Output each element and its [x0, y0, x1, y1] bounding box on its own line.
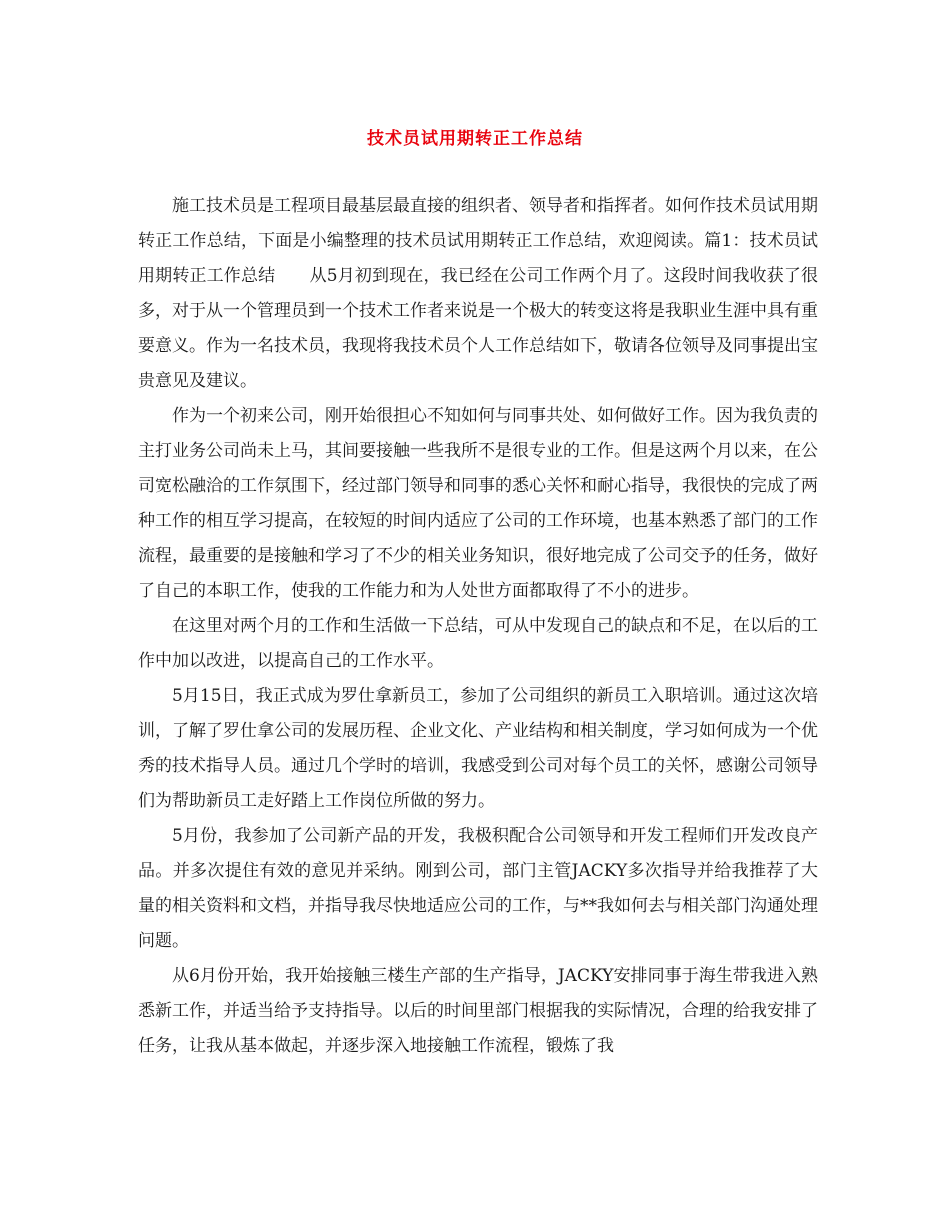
document-title: 技术员试用期转正工作总结: [367, 129, 583, 149]
paragraph: 施工技术员是工程项目最基层最直接的组织者、领导者和指挥者。如何作技术员试用期转正工作总结，下面是小编整理的技术员试用期转正工作总结，欢迎阅读。篇1：技术员试用期转正工作总结 从5月初到现在，我已经在公司工作两个月了。这段时间我收获了很多，对于从一个管理员到一个技术工作者来说是一个极大的转变这将是我职业生涯中具有重要意义。作为一名技术员，我现将我技术员个人工作总结如下，敬请各位领导及同事提出宝贵意见及建议。: [138, 196, 818, 391]
document-body: [138, 189, 818, 1064]
paragraph: 在这里对两个月的工作和生活做一下总结，可从中发现自己的缺点和不足，在以后的工作中加以改进，以提高自己的工作水平。: [138, 616, 818, 671]
paragraph: 作为一个初来公司，刚开始很担心不知如何与同事共处、如何做好工作。因为我负责的主打业务公司尚未上马，其间要接触一些我所不是很专业的工作。但是这两个月以来，在公司宽松融洽的工作氛围下，经过部门领导和同事的悉心关怀和耐心指导，我很快的完成了两种工作的相互学习提高，在较短的时间内适应了公司的工作环境，也基本熟悉了部门的工作流程，最重要的是接触和学习了不少的相关业务知识，很好地完成了公司交予的任务，做好了自己的本职工作，使我的工作能力和为人处世方面都取得了不小的进步。: [138, 406, 818, 601]
paragraph: 从6月份开始，我开始接触三楼生产部的生产指导，JACKY安排同事于海生带我进入熟悉新工作，并适当给予支持指导。以后的时间里部门根据我的实际情况，合理的给我安排了任务，让我从基本做起，并逐步深入地接触工作流程，锻炼了我: [138, 966, 818, 1056]
paragraph: 5月份，我参加了公司新产品的开发，我极积配合公司领导和开发工程师们开发改良产品。并多次提住有效的意见并采纳。刚到公司，部门主管JACKY多次指导并给我推荐了大量的相关资料和文档，并指导我尽快地适应公司的工作，与**我如何去与相关部门沟通处理问题。: [138, 826, 818, 951]
paragraph: 5月15日，我正式成为罗仕拿新员工，参加了公司组织的新员工入职培训。通过这次培训，了解了罗仕拿公司的发展历程、企业文化、产业结构和相关制度，学习如何成为一个优秀的技术指导人员。通过几个学时的培训，我感受到公司对每个员工的关怀，感谢公司领导们为帮助新员工走好踏上工作岗位所做的努力。: [138, 686, 818, 811]
